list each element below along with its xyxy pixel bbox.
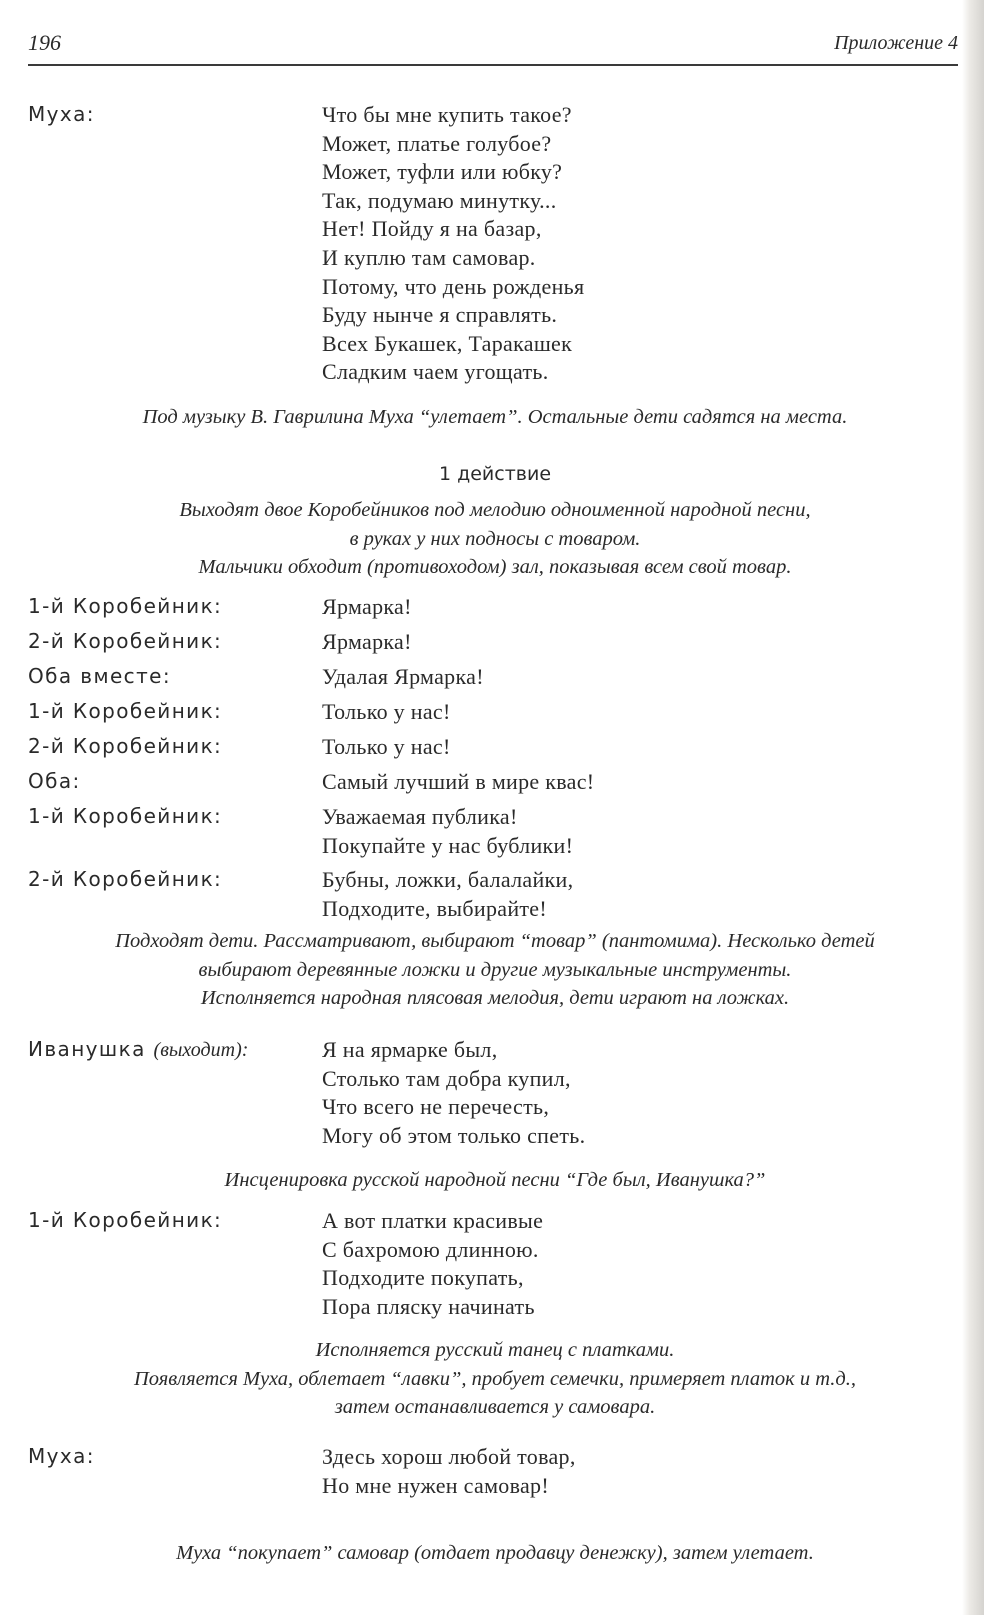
speaker-name: 1-й Коробейник: (28, 699, 223, 723)
direction-line: Исполняется русский танец с платками. (315, 1339, 675, 1361)
verse-line: Подходите, выбирайте! (322, 895, 547, 921)
verse-line: Только у нас! (322, 734, 451, 759)
verse-line: Самый лучший в мире квас! (322, 769, 595, 794)
verse-line: Ярмарка! (322, 594, 412, 619)
verse-lines (322, 1036, 585, 1150)
running-head (28, 28, 958, 66)
speaker-name: 2-й Коробейник: (28, 867, 223, 891)
verse-line: Только у нас! (322, 699, 451, 724)
direction-line: Появляется Муха, облетает “лавки”, пробует семечки, примеряет платок и т.д., (133, 1367, 857, 1390)
verse-lines (322, 866, 573, 923)
speaker-name: Муха: (28, 102, 95, 126)
verse-line: Буду нынче я справлять. (322, 302, 558, 328)
direction-line: Подходят дети. Рассматривают, выбирают “товар” (пантомима). Несколько детей (115, 930, 875, 952)
verse-lines (322, 768, 594, 797)
stage-direction (30, 1336, 960, 1422)
verse-line: Столько там добра купил, (322, 1065, 571, 1091)
direction-line: выбирают деревянные ложки и другие музыкальные инструменты. (198, 958, 792, 981)
verse-lines (322, 1443, 576, 1500)
stage-direction: Инсценировка русской народной песни “Где был, Иванушка?” (224, 1169, 766, 1191)
verse-line: Нет! Пойду я на базар, (322, 216, 542, 242)
speaker-label: Иванушка (28, 1037, 146, 1061)
verse-line: Что бы мне купить такое? (322, 102, 572, 127)
verse-line: Могу об этом только спеть. (322, 1122, 586, 1148)
verse-lines (322, 593, 412, 622)
verse-line: Может, туфли или юбку? (322, 159, 563, 185)
verse-line: Уважаемая публика! (322, 804, 518, 829)
stage-direction (30, 927, 960, 1013)
verse-line: Я на ярмарке был, (322, 1037, 498, 1062)
speaker-name: 1-й Коробейник: (28, 594, 223, 618)
verse-line: Удалая Ярмарка! (322, 664, 484, 689)
page-edge-shadow (962, 0, 984, 1615)
verse-lines (322, 698, 451, 727)
verse-line: Всех Букашек, Таракашек (322, 330, 573, 356)
direction-line: в руках у них подносы с товаром. (349, 527, 641, 550)
verse-line: Здесь хорош любой товар, (322, 1444, 576, 1469)
stage-remark: (выходит): (153, 1039, 249, 1061)
direction-line: Мальчики обходит (противоходом) зал, показывая всем свой товар. (198, 556, 792, 578)
verse-line: А вот платки красивые (322, 1208, 544, 1233)
speaker-name: 1-й Коробейник: (28, 804, 223, 828)
stage-direction (30, 496, 960, 582)
verse-line: И куплю там самовар. (322, 244, 536, 270)
verse-line: Что всего не перечесть, (322, 1094, 550, 1120)
speaker-name: Муха: (28, 1444, 95, 1468)
section-title: Приложение 4 (834, 32, 958, 54)
verse-line: Но мне нужен самовар! (322, 1472, 549, 1498)
verse-lines (322, 803, 573, 860)
speaker-name: Оба вместе: (28, 664, 171, 688)
act-title: 1 действие (438, 463, 552, 485)
verse-line: Ярмарка! (322, 629, 412, 654)
verse-line: Потому, что день рожденья (322, 273, 585, 299)
verse-lines (322, 733, 451, 762)
speaker-name: 1-й Коробейник: (28, 1208, 223, 1232)
direction-line: Выходят двое Коробейников под мелодию одноименной народной песни, (179, 499, 811, 521)
stage-direction: Под музыку В. Гаврилина Муха “улетает”. Остальные дети садятся на места. (142, 406, 848, 428)
verse-lines (322, 628, 412, 657)
direction-line: затем останавливается у самовара. (334, 1396, 656, 1418)
verse-line: С бахромою длинною. (322, 1236, 539, 1262)
direction-line: Исполняется народная плясовая мелодия, дети играют на ложках. (200, 987, 790, 1009)
verse-line: Сладким чаем угощать. (322, 359, 549, 385)
verse-line: Бубны, ложки, балалайки, (322, 867, 574, 892)
verse-line: Так, подумаю минутку... (322, 187, 557, 213)
verse-lines (322, 101, 584, 387)
stage-direction: Муха “покупает” самовар (отдает продавцу денежку), затем улетает. (176, 1542, 814, 1564)
page-number: 196 (28, 30, 61, 55)
verse-line: Подходите покупать, (322, 1265, 524, 1291)
verse-lines (322, 1207, 543, 1321)
verse-line: Покупайте у нас бублики! (322, 832, 574, 858)
verse-lines (322, 663, 484, 692)
speaker-name (28, 1032, 248, 1067)
verse-line: Пора пляску начинать (322, 1293, 535, 1319)
speaker-name: 2-й Коробейник: (28, 629, 223, 653)
verse-line: Может, платье голубое? (322, 130, 552, 156)
speaker-name: Оба: (28, 769, 81, 793)
speaker-name: 2-й Коробейник: (28, 734, 223, 758)
